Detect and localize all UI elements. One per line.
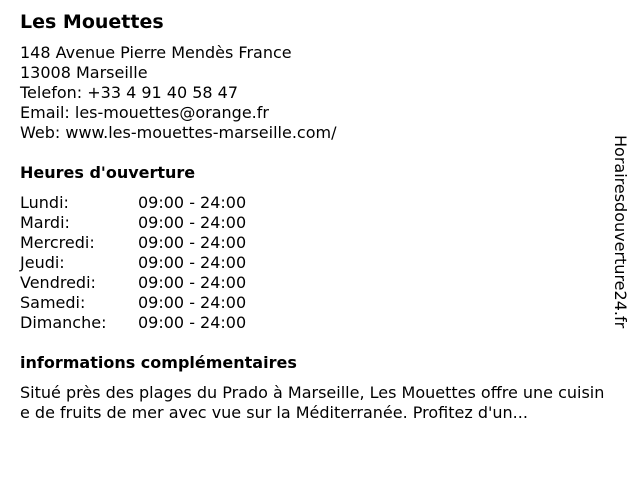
hours-time: 09:00 - 24:00 <box>138 313 247 332</box>
hours-time: 09:00 - 24:00 <box>138 253 247 272</box>
hours-time: 09:00 - 24:00 <box>138 273 247 292</box>
hours-day: Vendredi: <box>20 273 96 292</box>
address-line-1: 148 Avenue Pierre Mendès France <box>20 43 292 62</box>
hours-time: 09:00 - 24:00 <box>138 293 247 312</box>
hours-day: Dimanche: <box>20 313 107 332</box>
hours-day: Mardi: <box>20 213 70 232</box>
hours-row <box>20 213 610 233</box>
hours-day: Samedi: <box>20 293 86 312</box>
hours-row <box>20 233 610 253</box>
hours-time: 09:00 - 24:00 <box>138 233 247 252</box>
hours-row <box>20 193 610 213</box>
hours-row <box>20 253 610 273</box>
hours-row <box>20 293 610 313</box>
hours-time: 09:00 - 24:00 <box>138 193 247 212</box>
hours-day: Lundi: <box>20 193 69 212</box>
hours-row <box>20 273 610 293</box>
address-line-2: 13008 Marseille <box>20 63 148 82</box>
hours-row <box>20 313 610 333</box>
hours-time: 09:00 - 24:00 <box>138 213 247 232</box>
email-line[interactable]: Email: les-mouettes@orange.fr <box>20 103 269 122</box>
business-name: Les Mouettes <box>20 11 164 33</box>
hours-day: Jeudi: <box>20 253 65 272</box>
hours-heading: Heures d'ouverture <box>20 163 196 182</box>
info-heading: informations complémentaires <box>20 353 297 372</box>
phone-line[interactable]: Telefon: +33 4 91 40 58 47 <box>20 83 239 102</box>
web-line[interactable]: Web: www.les-mouettes-marseille.com/ <box>20 123 337 142</box>
hours-day: Mercredi: <box>20 233 95 252</box>
side-brand-label: Horairesdouverture24.fr <box>611 135 630 329</box>
business-card <box>20 10 610 423</box>
info-description: Situé près des plages du Prado à Marseille, Les Mouettes offre une cuisine de fruits de mer avec vue sur la Méditerranée. Profitez d'un... <box>20 383 605 422</box>
